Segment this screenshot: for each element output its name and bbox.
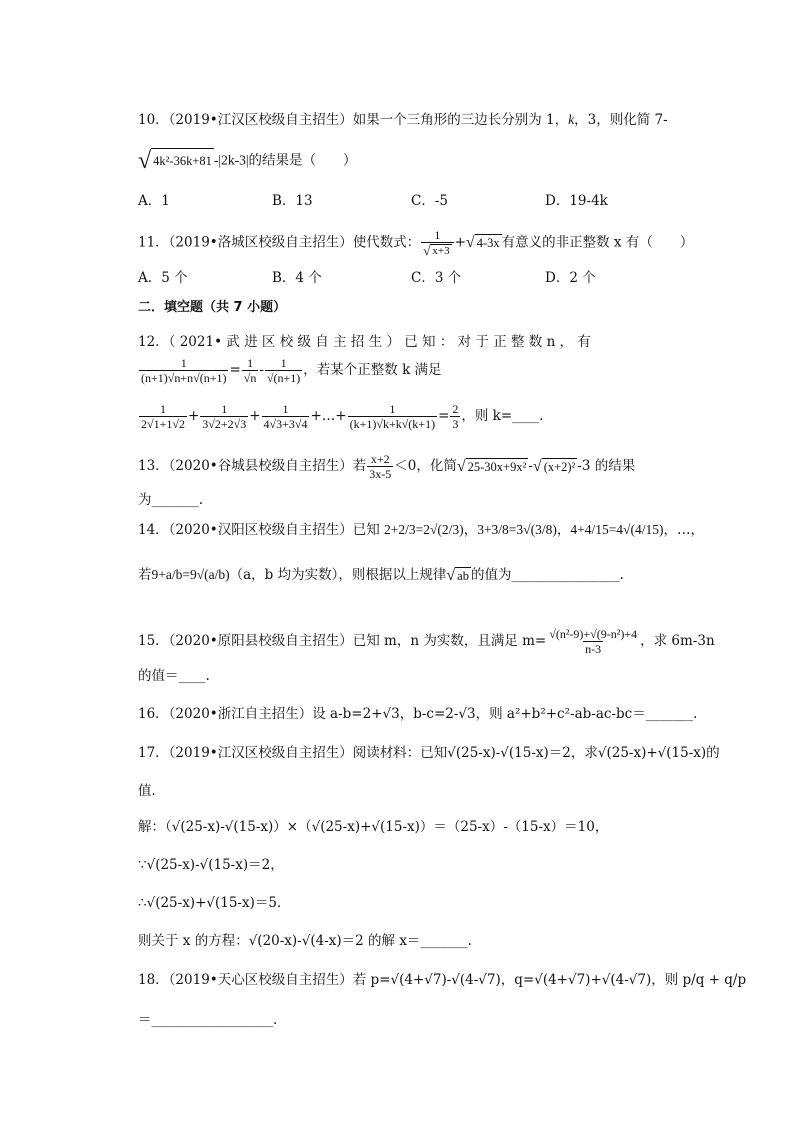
q12-formula-right: $\frac{1}{√(n+1)}$ bbox=[266, 356, 301, 385]
q11-suffix: 有意义的非正整数 x 有（ ） bbox=[501, 234, 694, 251]
q11-option-a: A．5 个 bbox=[138, 270, 188, 286]
q14-line2: 若9+a/b=9√(a/b)（a，b 均为实数），则根据以上规律 √ ab 的值为________________. bbox=[138, 566, 624, 584]
q15-line2: 的值＝____. bbox=[138, 668, 210, 684]
q11-option-c: C．3 个 bbox=[411, 270, 462, 286]
q10-option-d: D．19-4k bbox=[545, 193, 608, 209]
q13-fraction: $\frac{x+2}{3x-5}$ bbox=[369, 452, 392, 481]
q14-eq-1: 2+2/3=2√(2/3) bbox=[384, 522, 464, 537]
q12-line1: 12．（ 2021• 武 进 区 校 级 自 主 招 生 ） 已 知 ： 对 于 正 整 数 n ， 有 bbox=[138, 334, 591, 350]
q10-radicand: 4k²-36k+81 bbox=[151, 148, 214, 174]
q13-radical-2: √ (x+2)² bbox=[532, 457, 576, 475]
q17-line3: 解：（√(25-x)-√(15-x)）×（√(25-x)+√(15-x)）＝（25-x）-（15-x）＝10， bbox=[138, 819, 609, 835]
q12-line2: $\frac{1}{(n+1)√n+n√(n+1)}$ = $\frac{1}{√n}$ - $\frac{1}{√(n+1)}$ ，若某个正整数 k 满足 bbox=[141, 356, 442, 385]
q13-radical-1: √ 25-30x+9x² bbox=[456, 457, 527, 475]
q14-eq-ab: 9+a/b=9√(a/b) bbox=[151, 567, 230, 582]
q17-line5: ∴√(25-x)+√(15-x)＝5． bbox=[138, 895, 291, 911]
q12-tail: ，则 k=____. bbox=[461, 408, 544, 424]
q15-fraction: $\frac{\text{√(n²-9)+√(9-n²)+4}}{n-3}$ bbox=[549, 627, 638, 656]
q11-radical: √ 4-3x bbox=[465, 234, 500, 252]
q12-term-2: $\frac{1}{3√2+2√3}$ bbox=[202, 402, 247, 431]
q12-formula-left: $\frac{1}{(n+1)√n+n√(n+1)}$ bbox=[141, 356, 227, 385]
q11-option-d: D．2 个 bbox=[545, 270, 596, 286]
q11-fraction: 1 √ x+3 bbox=[421, 228, 453, 258]
q14-line1: 14．（2020•汉阳区校级自主招生）已知 2+2/3=2√(2/3)，3+3/8=3√(3/8)，4+4/15=4√(4/15)，…， bbox=[138, 522, 704, 538]
q12-after: ，若某个正整数 k 满足 bbox=[303, 362, 442, 378]
q11-line: 11．（2019•洛城区校级自主招生）使代数式： 1 √ x+3 + √ 4-3x 有意义的非正整数 x 有（ ） bbox=[138, 228, 694, 259]
q13-line2: 为_______. bbox=[138, 492, 204, 508]
q12-rhs: $\frac{2}{3}$ bbox=[452, 402, 459, 431]
q11-option-b: B．4 个 bbox=[272, 270, 322, 286]
q10-line2 bbox=[138, 148, 357, 174]
q14-radical-ab: √ ab bbox=[446, 566, 469, 584]
q12-term-k: $\frac{1}{(k+1)√k+k√(k+1)}$ bbox=[349, 402, 436, 431]
q17-line2: 值． bbox=[138, 783, 165, 799]
q10-abs: -|2k-3| bbox=[213, 152, 249, 168]
q14-eq-2: 3+3/8=3√(3/8) bbox=[477, 522, 557, 537]
q10-suffix: 的结果是（ ） bbox=[248, 152, 357, 169]
q12-formula-mid: $\frac{1}{√n}$ bbox=[243, 356, 257, 385]
q10-k: k bbox=[568, 112, 575, 127]
q10-option-c: C．-5 bbox=[411, 193, 448, 209]
q17-line6: 则关于 x 的方程：√(20-x)-√(4-x)＝2 的解 x＝_______. bbox=[138, 933, 472, 949]
q17-line4: ∵√(25-x)-√(15-x)＝2， bbox=[138, 857, 284, 873]
q14-eq-3: 4+4/15=4√(4/15) bbox=[570, 522, 664, 537]
q10-option-b: B．13 bbox=[272, 193, 313, 209]
q12-line3: $\frac{1}{2√1+1√2}$ + $\frac{1}{3√2+2√3}$ + $\frac{1}{4√3+3√4}$ +…+ $\frac{1}{(k+1)√k+k√(k+1)}$ = $\frac{2}{3}$ ，则 k=____. bbox=[141, 402, 544, 431]
q18-line1: 18．（2019•天心区校级自主招生）若 p=√(4+√7)-√(4-√7)，q=√(4+√7)+√(4-√7)，则 p/q + q/p bbox=[138, 972, 747, 988]
q16-line: 16．（2020•浙江自主招生）设 a-b=2+√3，b-c=2-√3，则 a²+b²+c²-ab-ac-bc＝_______. bbox=[138, 706, 698, 722]
q10-prefix: 10．（2019•江汉区校级自主招生）如果一个三角形的三边长分别为 1， bbox=[138, 112, 569, 128]
q10-mid: ，3，则化简 7- bbox=[574, 112, 668, 128]
q10-line1 bbox=[138, 110, 668, 130]
q17-line1: 17．（2019•江汉区校级自主招生）阅读材料：已知√(25-x)-√(15-x)＝2，求√(25-x)+√(15-x)的 bbox=[138, 745, 720, 761]
q11-prefix: 11．（2019•洛城区校级自主招生）使代数式： bbox=[138, 234, 421, 251]
q12-term-3: $\frac{1}{4√3+3√4}$ bbox=[263, 402, 308, 431]
q13-line1: 13．（2020•谷城县校级自主招生）若 $\frac{x+2}{3x-5}$ ＜0，化简 √ 25-30x+9x² - √ (x+2)² -3 的结果 bbox=[138, 452, 636, 481]
q15-line1: 15．（2020•原阳县校级自主招生）已知 m，n 为实数，且满足 m= $\frac{\text{√(n²-9)+√(9-n²)+4}}{n-3}$ ，求 6m-3n bbox=[138, 627, 715, 656]
q12-term-1: $\frac{1}{2√1+1√2}$ bbox=[141, 402, 185, 431]
q10-radical: √ 4k²-36k+81 bbox=[138, 148, 212, 174]
section-heading: 二．填空题（共 7 小题） bbox=[138, 300, 287, 315]
q18-line2: ＝__________________. bbox=[138, 1012, 278, 1028]
q10-option-a: A．1 bbox=[138, 193, 170, 209]
